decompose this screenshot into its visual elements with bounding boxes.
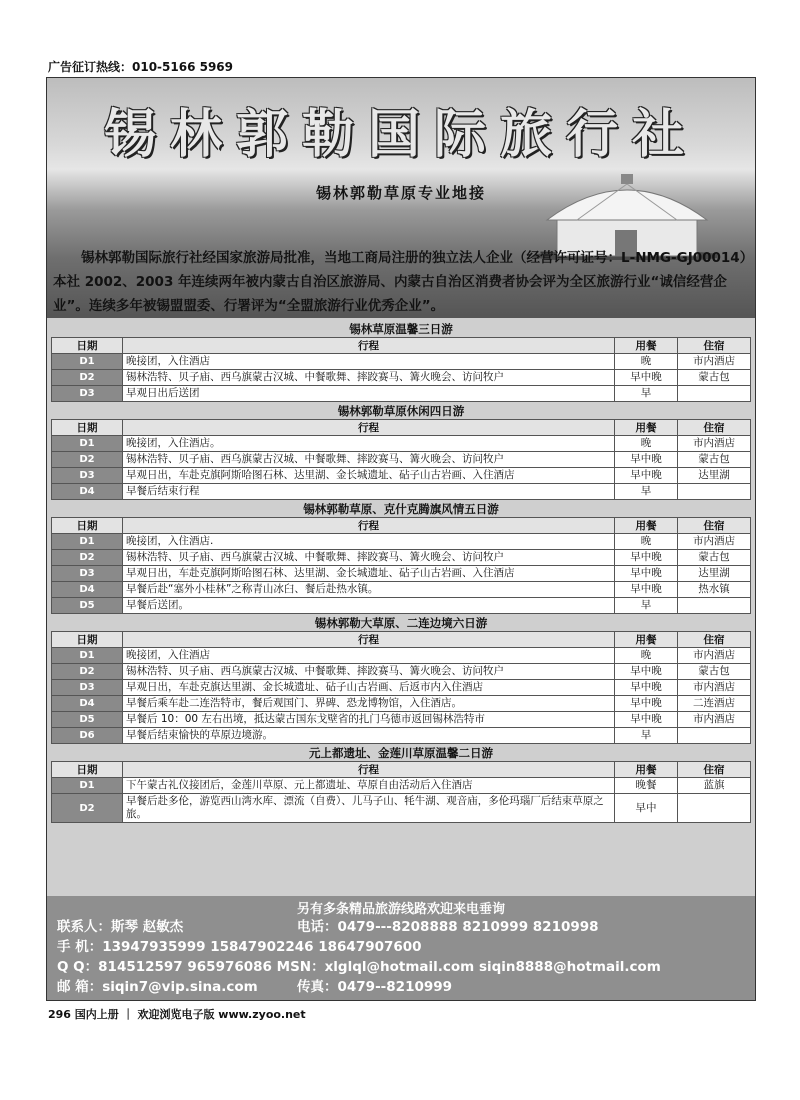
column-header-meal: 用餐	[615, 420, 678, 436]
cell-day: D3	[52, 566, 123, 582]
page-footer: 296 国内上册 ｜ 欢迎浏览电子版 www.zyoo.net	[48, 1008, 306, 1021]
cell-text: 锡林浩特、贝子庙、西乌旗蒙古汉城、中餐歌舞、摔跤赛马、篝火晚会、访问牧户	[123, 550, 615, 566]
cell-stay: 达里湖	[678, 566, 751, 582]
cell-stay: 市内酒店	[678, 712, 751, 728]
column-header-day: 日期	[52, 632, 123, 648]
tour-title: 元上都遗址、金莲川草原温馨二日游	[309, 746, 493, 760]
cell-stay: 达里湖	[678, 468, 751, 484]
cell-stay	[678, 598, 751, 614]
cell-day: D4	[52, 696, 123, 712]
cell-stay	[678, 386, 751, 402]
cell-meal: 早中晚	[615, 680, 678, 696]
column-header-day: 日期	[52, 762, 123, 778]
table-row	[52, 566, 751, 582]
column-header-itinerary: 行程	[123, 762, 615, 778]
table-row	[52, 484, 751, 500]
cell-text: 早观日出后送团	[123, 386, 615, 402]
cell-stay: 市内酒店	[678, 534, 751, 550]
table-row	[52, 550, 751, 566]
cell-day: D4	[52, 484, 123, 500]
column-header-stay: 住宿	[678, 420, 751, 436]
qq-msn-row: Q Q：814512597 965976086 MSN：xlglql@hotmail.com siqin8888@hotmail.com	[57, 959, 661, 975]
cell-stay	[678, 728, 751, 744]
column-header-itinerary: 行程	[123, 518, 615, 534]
cell-stay: 市内酒店	[678, 648, 751, 664]
cell-stay: 热水镇	[678, 582, 751, 598]
tour-section	[51, 322, 751, 402]
cell-day: D1	[52, 648, 123, 664]
cell-text: 早餐后送团。	[123, 598, 615, 614]
table-row	[52, 436, 751, 452]
tour-title: 锡林草原温馨三日游	[349, 322, 453, 336]
cell-day: D4	[52, 582, 123, 598]
hero-subtitle: 锡林郭勒草原专业地接	[315, 184, 486, 202]
cell-stay: 市内酒店	[678, 436, 751, 452]
cell-day: D2	[52, 664, 123, 680]
contact-fax: 传真：0479--8210999	[297, 979, 453, 995]
cell-stay	[678, 794, 751, 823]
tour-title: 锡林郭勒草原、克什克腾旗风情五日游	[303, 502, 499, 516]
cell-text: 锡林浩特、贝子庙、西乌旗蒙古汉城、中餐歌舞、摔跤赛马、篝火晚会、访问牧户	[123, 664, 615, 680]
cell-text: 晚接团，入住酒店	[123, 648, 615, 664]
itinerary-table	[51, 517, 751, 614]
cell-stay: 市内酒店	[678, 680, 751, 696]
cell-meal: 早中晚	[615, 452, 678, 468]
cell-day: D1	[52, 436, 123, 452]
cell-meal: 早中	[615, 794, 678, 823]
tour-section	[51, 502, 751, 614]
email-row	[47, 977, 755, 997]
column-header-day: 日期	[52, 338, 123, 354]
cell-text: 早餐后结束行程	[123, 484, 615, 500]
table-row	[52, 664, 751, 680]
cell-meal: 晚	[615, 648, 678, 664]
itinerary-table	[51, 419, 751, 500]
table-row	[52, 370, 751, 386]
cell-day: D3	[52, 680, 123, 696]
tour-section	[51, 404, 751, 500]
tour-section	[51, 616, 751, 744]
contact-panel	[47, 896, 755, 1000]
cell-day: D5	[52, 598, 123, 614]
cell-meal: 早中晚	[615, 566, 678, 582]
cell-meal: 早中晚	[615, 696, 678, 712]
cell-text: 早观日出，车赴克旗阿斯哈图石林、达里湖、金长城遗址、砧子山古岩画、入住酒店	[123, 468, 615, 484]
cell-text: 锡林浩特、贝子庙、西乌旗蒙古汉城、中餐歌舞、摔跤赛马、篝火晚会、访问牧户	[123, 370, 615, 386]
cell-meal: 晚	[615, 534, 678, 550]
column-header-day: 日期	[52, 420, 123, 436]
cell-meal: 早中晚	[615, 712, 678, 728]
cell-meal: 早中晚	[615, 550, 678, 566]
contact-phone: 电话：0479---8208888 8210999 8210998	[297, 919, 599, 935]
table-row	[52, 386, 751, 402]
cell-text: 早餐后结束愉快的草原边境游。	[123, 728, 615, 744]
contact-row	[47, 917, 755, 937]
cell-meal: 早中晚	[615, 468, 678, 484]
cell-stay: 蒙古包	[678, 664, 751, 680]
table-row	[52, 598, 751, 614]
cell-text: 早餐后赴“塞外小桂林”之称青山冰臼、餐后赴热水镇。	[123, 582, 615, 598]
cell-text: 早观日出，车赴克旗阿斯哈图石林、达里湖、金长城遗址、砧子山古岩画、入住酒店	[123, 566, 615, 582]
itinerary-table	[51, 761, 751, 823]
column-header-stay: 住宿	[678, 518, 751, 534]
table-row	[52, 794, 751, 823]
table-row	[52, 680, 751, 696]
cell-meal: 早	[615, 598, 678, 614]
cell-text: 晚接团，入住酒店.	[123, 534, 615, 550]
cell-stay: 二连酒店	[678, 696, 751, 712]
hero-banner	[47, 78, 755, 318]
cell-meal: 早	[615, 386, 678, 402]
table-row	[52, 696, 751, 712]
table-row	[52, 778, 751, 794]
cell-day: D5	[52, 712, 123, 728]
cell-day: D6	[52, 728, 123, 744]
tour-section	[51, 746, 751, 823]
cell-day: D3	[52, 468, 123, 484]
column-header-meal: 用餐	[615, 518, 678, 534]
contact-person: 联系人：斯琴 赵敏杰	[57, 919, 184, 935]
cell-stay	[678, 484, 751, 500]
cell-meal: 早中晚	[615, 664, 678, 680]
table-row	[52, 452, 751, 468]
cell-stay: 蒙古包	[678, 452, 751, 468]
column-header-itinerary: 行程	[123, 632, 615, 648]
cell-text: 晚接团，入住酒店。	[123, 436, 615, 452]
cell-text: 早餐后乘车赴二连浩特市，餐后观国门、界碑、恐龙博物馆，入住酒店。	[123, 696, 615, 712]
column-header-itinerary: 行程	[123, 338, 615, 354]
cell-day: D1	[52, 354, 123, 370]
agency-intro: 锡林郭勒国际旅行社经国家旅游局批准，当地工商局注册的独立法人企业（经营许可证号：L-NMG-GJ00014）本社 2002、2003 年连续两年被内蒙古自治区旅游局、内蒙古自治区消费者协会评为全区旅游行业“诚信经营企业”。连续多年被锡盟盟委、行署评为“全盟旅游行业优秀企业”。	[53, 250, 747, 314]
cell-meal: 早中晚	[615, 370, 678, 386]
cell-day: D2	[52, 550, 123, 566]
column-header-itinerary: 行程	[123, 420, 615, 436]
column-header-meal: 用餐	[615, 632, 678, 648]
cell-stay: 蓝旗	[678, 778, 751, 794]
column-header-stay: 住宿	[678, 632, 751, 648]
cell-day: D1	[52, 534, 123, 550]
cell-text: 早餐后赴多伦，游览西山湾水库、漂流（自费）、儿马子山、牦牛湖、观音庙，多伦玛瑙厂后结束草原之旅。	[123, 794, 615, 823]
tour-title: 锡林郭勒大草原、二连边境六日游	[314, 616, 488, 630]
table-row	[52, 354, 751, 370]
cell-meal: 早	[615, 484, 678, 500]
brand-title: 锡林郭勒国际旅行社	[103, 104, 698, 165]
column-header-day: 日期	[52, 518, 123, 534]
cell-meal: 早中晚	[615, 582, 678, 598]
cell-text: 早观日出，车赴克旗达里湖、金长城遗址、砧子山古岩画、后返市内入住酒店	[123, 680, 615, 696]
table-row	[52, 728, 751, 744]
column-header-meal: 用餐	[615, 338, 678, 354]
mobile-row: 手 机：13947935999 15847902246 18647907600	[57, 939, 422, 955]
cell-meal: 晚餐	[615, 778, 678, 794]
column-header-stay: 住宿	[678, 762, 751, 778]
cell-text: 下午蒙古礼仪接团后，金莲川草原、元上都遗址、草原自由活动后入住酒店	[123, 778, 615, 794]
contact-email: 邮 箱：siqin7@vip.sina.com	[57, 979, 258, 995]
cell-stay: 市内酒店	[678, 354, 751, 370]
table-row	[52, 534, 751, 550]
cell-text: 锡林浩特、贝子庙、西乌旗蒙古汉城、中餐歌舞、摔跤赛马、篝火晚会、访问牧户	[123, 452, 615, 468]
table-row	[52, 468, 751, 484]
itinerary-table	[51, 337, 751, 402]
cell-text: 早餐后 10：00 左右出境，抵达蒙古国东戈壁省的扎门乌德市返回锡林浩特市	[123, 712, 615, 728]
ad-frame	[46, 77, 756, 1001]
cell-meal: 晚	[615, 354, 678, 370]
cell-day: D2	[52, 452, 123, 468]
column-header-stay: 住宿	[678, 338, 751, 354]
tour-title: 锡林郭勒草原休闲四日游	[337, 404, 465, 418]
more-routes-note: 另有多条精品旅游线路欢迎来电垂询	[296, 902, 505, 917]
cell-day: D2	[52, 794, 123, 823]
cell-day: D3	[52, 386, 123, 402]
table-row	[52, 712, 751, 728]
tour-list	[51, 322, 751, 825]
cell-stay: 蒙古包	[678, 550, 751, 566]
cell-meal: 晚	[615, 436, 678, 452]
cell-stay: 蒙古包	[678, 370, 751, 386]
cell-text: 晚接团，入住酒店	[123, 354, 615, 370]
cell-meal: 早	[615, 728, 678, 744]
table-row	[52, 648, 751, 664]
column-header-meal: 用餐	[615, 762, 678, 778]
ad-hotline: 广告征订热线：010-5166 5969	[48, 60, 234, 74]
cell-day: D2	[52, 370, 123, 386]
table-row	[52, 582, 751, 598]
cell-day: D1	[52, 778, 123, 794]
itinerary-table	[51, 631, 751, 744]
